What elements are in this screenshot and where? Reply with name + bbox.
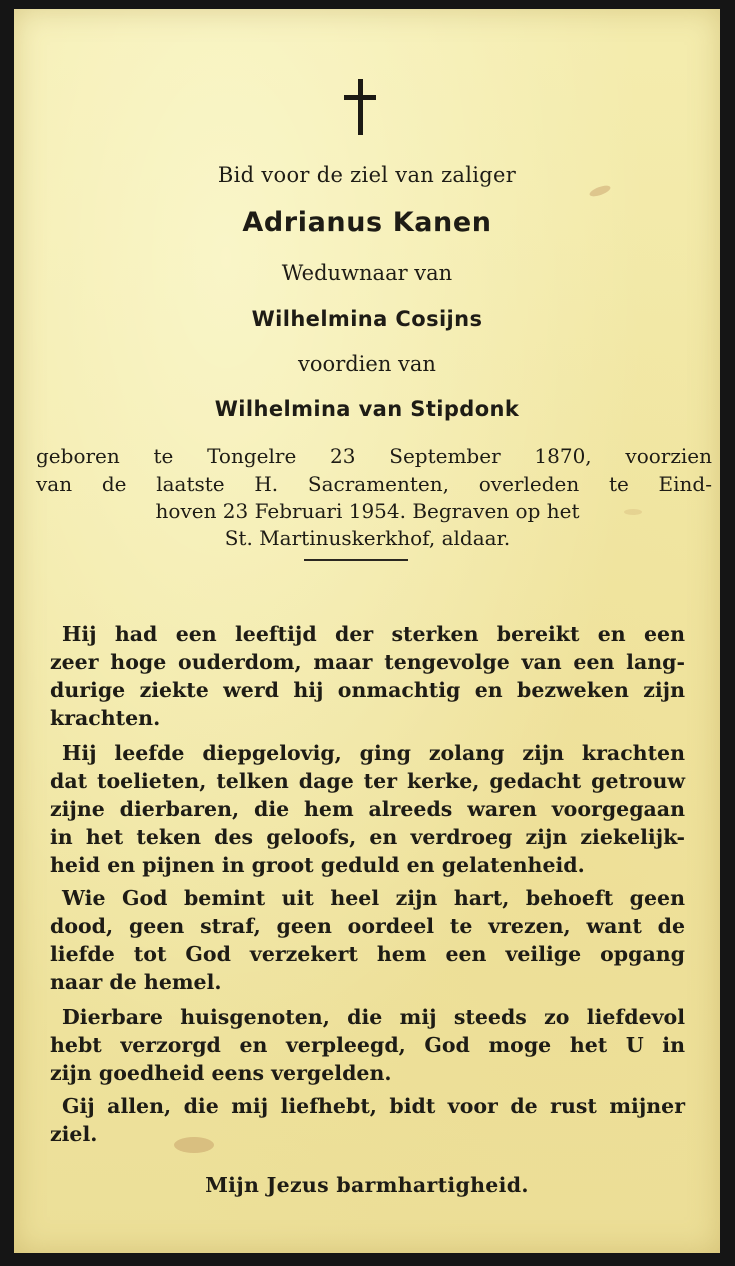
divider xyxy=(304,559,408,561)
bio-line: geboren te Tongelre 23 September 1870, voorzien xyxy=(36,444,712,468)
previously-label: voordien van xyxy=(298,352,436,376)
spouse-1-name: Wilhelmina Cosijns xyxy=(251,307,483,331)
paragraph-line: heid en pijnen in groot geduld en gelatenheid. xyxy=(50,853,585,877)
paragraph-line: zijne dierbaren, die hem alreeds waren voorgegaan xyxy=(50,797,685,821)
deceased-name: Adrianus Kanen xyxy=(242,207,492,238)
paragraph-line: zeer hoge ouderdom, maar tengevolge van een lang- xyxy=(50,650,685,674)
paragraph-line: krachten. xyxy=(50,706,161,730)
paragraph-line: zijn goedheid eens vergelden. xyxy=(50,1061,392,1085)
memorial-card xyxy=(14,9,720,1253)
paragraph-line: liefde tot God verzekert hem een veilige opgang xyxy=(50,942,685,966)
paragraph-line: ziel. xyxy=(50,1122,98,1146)
paragraph-line: hebt verzorgd en verpleegd, God moge het U in xyxy=(50,1033,685,1057)
bio-line: van de laatste H. Sacramenten, overleden te Eind- xyxy=(36,472,712,496)
paragraph-line: Wie God bemint uit heel zijn hart, behoeft geen xyxy=(62,886,685,910)
paragraph-line: dood, geen straf, geen oordeel te vrezen, want de xyxy=(50,914,685,938)
paragraph-line: durige ziekte werd hij onmachtig en bezweken zijn xyxy=(50,678,685,702)
closing-prayer: Mijn Jezus barmhartigheid. xyxy=(205,1173,529,1197)
paragraph-line: naar de hemel. xyxy=(50,970,222,994)
bio-line: hoven 23 Februari 1954. Begraven op het xyxy=(155,499,580,523)
paragraph-line: dat toelieten, telken dage ter kerke, gedacht getrouw xyxy=(50,769,685,793)
heading-intro: Bid voor de ziel van zaliger xyxy=(217,163,517,187)
widower-of-label: Weduwnaar van xyxy=(281,261,453,285)
spouse-2-name: Wilhelmina van Stipdonk xyxy=(214,397,520,421)
paragraph-line: Dierbare huisgenoten, die mij steeds zo liefdevol xyxy=(62,1005,685,1029)
paragraph-line: Gij allen, die mij liefhebt, bidt voor de rust mijner xyxy=(62,1094,685,1118)
paragraph-line: Hij leefde diepgelovig, ging zolang zijn krachten xyxy=(62,741,685,765)
bio-line: St. Martinuskerkhof, aldaar. xyxy=(224,526,511,550)
paragraph-line: in het teken des geloofs, en verdroeg zijn ziekelijk- xyxy=(50,825,685,849)
paragraph-line: Hij had een leeftijd der sterken bereikt en een xyxy=(62,622,685,646)
cross-icon xyxy=(343,79,377,135)
